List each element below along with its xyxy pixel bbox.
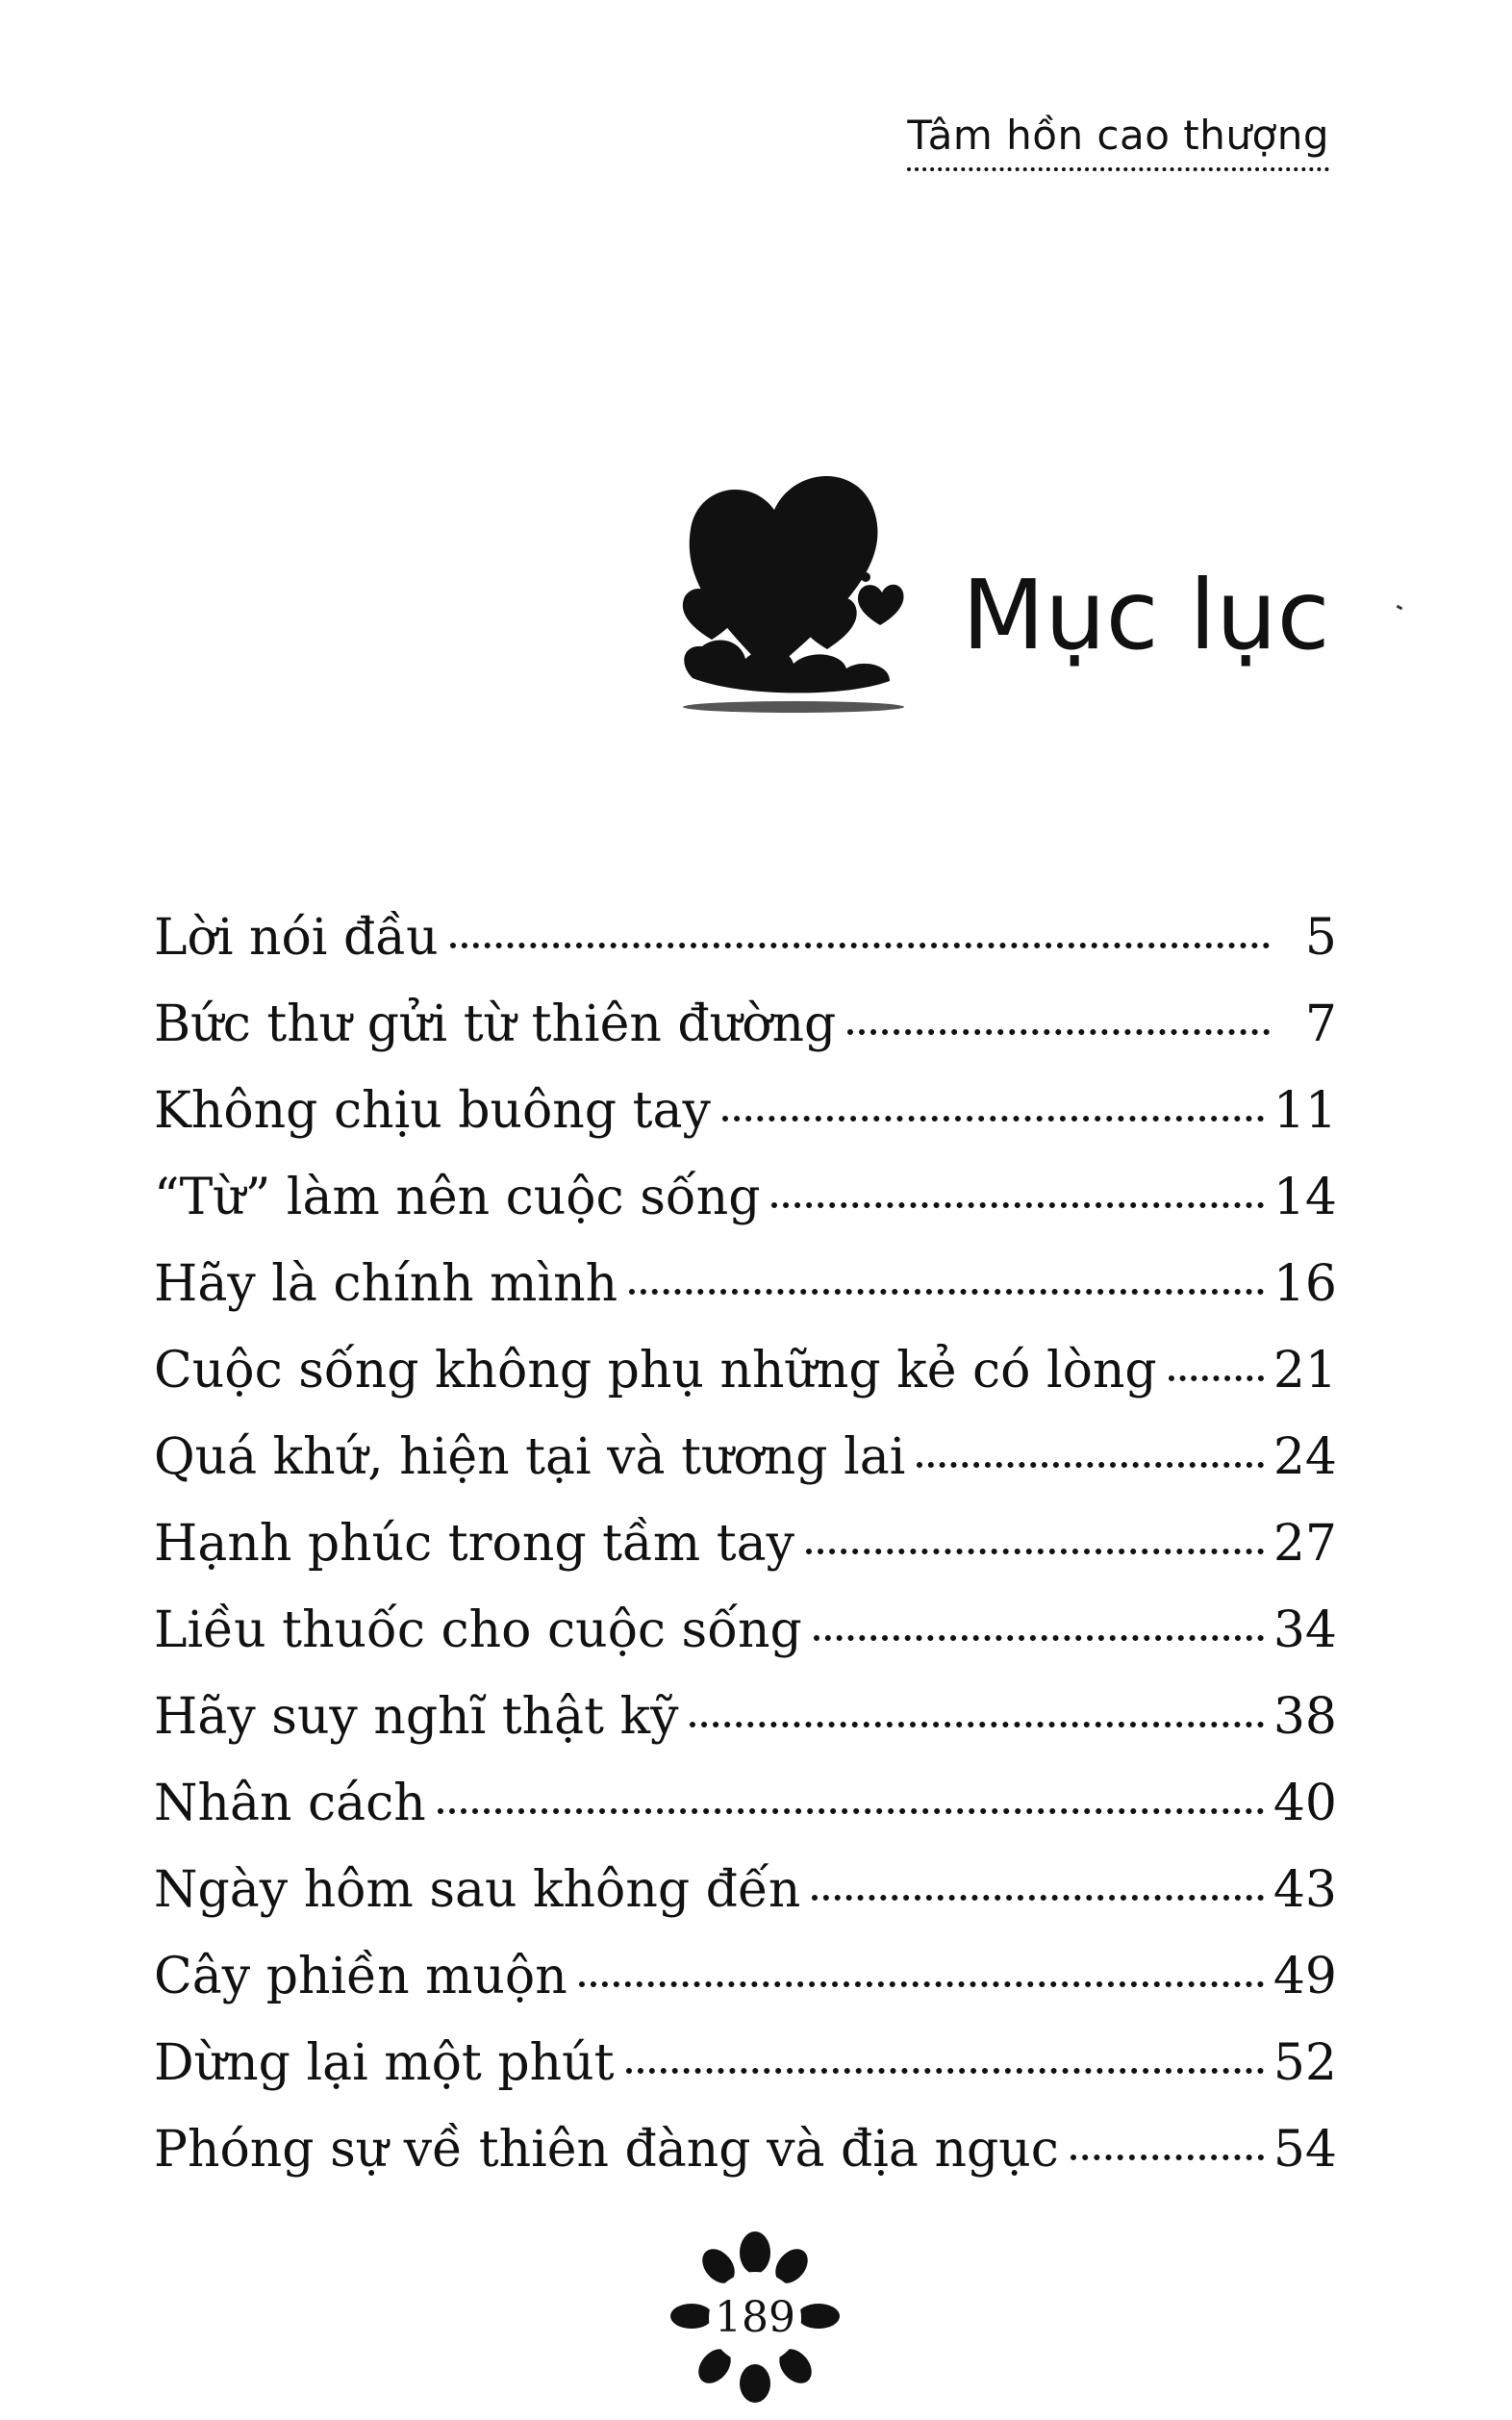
toc-entry[interactable] (154, 1414, 1337, 1500)
toc-entry-page: 24 (1273, 1428, 1337, 1486)
toc-entry-page: 43 (1273, 1861, 1337, 1919)
toc-entry-title: Bức thư gửi từ thiên đường (154, 996, 837, 1053)
toc-leader (1169, 1375, 1264, 1381)
toc-entry-page: 27 (1273, 1515, 1337, 1573)
toc-entry-page: 7 (1304, 996, 1337, 1053)
toc-entry[interactable] (154, 1847, 1337, 1933)
page-title: Mục lục (962, 559, 1330, 671)
toc-entry[interactable] (154, 1587, 1337, 1674)
toc-entry-page: 54 (1273, 2121, 1337, 2179)
toc-leader (806, 1549, 1264, 1554)
toc-entry[interactable] (154, 1500, 1337, 1587)
toc-entry-title: Hãy là chính mình (154, 1255, 618, 1313)
toc-leader (626, 2068, 1264, 2074)
toc-entry[interactable] (154, 895, 1337, 981)
toc-entry-title: Hãy suy nghĩ thật kỹ (154, 1688, 679, 1746)
toc-leader (812, 1895, 1263, 1901)
toc-entry-title: Lời nói đầu (154, 909, 439, 967)
table-of-contents (154, 895, 1337, 2193)
toc-leader (438, 1808, 1264, 1814)
toc-entry-title: Dừng lại một phút (154, 2034, 615, 2092)
toc-entry-title: Hạnh phúc trong tầm tay (154, 1515, 795, 1573)
toc-leader (450, 943, 1270, 948)
toc-entry[interactable] (154, 1241, 1337, 1327)
toc-entry[interactable] (154, 981, 1337, 1068)
toc-leader (847, 1029, 1270, 1035)
toc-entry-title: Phóng sự về thiên đàng và địa ngục (154, 2121, 1059, 2179)
running-header: Tâm hồn cao thượng (907, 113, 1329, 171)
title-block (673, 433, 1347, 741)
toc-entry[interactable] (154, 1327, 1337, 1414)
toc-entry-title: “Từ” làm nên cuộc sống (154, 1169, 761, 1226)
toc-entry-title: Nhân cách (154, 1775, 426, 1832)
toc-entry-page: 38 (1273, 1688, 1337, 1746)
toc-entry-title: Cuộc sống không phụ những kẻ có lòng (154, 1342, 1157, 1399)
toc-entry[interactable] (154, 1933, 1337, 2020)
toc-entry-page: 16 (1273, 1255, 1337, 1313)
toc-leader (1071, 2155, 1264, 2160)
toc-entry-page: 14 (1273, 1169, 1337, 1226)
toc-entry[interactable] (154, 1068, 1337, 1154)
scan-speck (1397, 605, 1403, 611)
toc-entry-title: Ngày hôm sau không đến (154, 1861, 801, 1919)
page-folio (668, 2231, 842, 2405)
toc-entry-page: 21 (1273, 1342, 1337, 1399)
page-number: 189 (715, 2293, 795, 2342)
toc-leader (579, 1981, 1264, 1987)
toc-entry-page: 11 (1273, 1082, 1337, 1140)
hearts-icon (673, 433, 923, 721)
toc-entry-page: 34 (1273, 1601, 1337, 1659)
toc-entry-page: 5 (1304, 909, 1337, 967)
toc-entry-title: Quá khứ, hiện tại và tương lai (154, 1428, 906, 1486)
toc-entry[interactable] (154, 1154, 1337, 1241)
toc-leader (690, 1722, 1263, 1727)
toc-leader (917, 1462, 1263, 1468)
toc-leader (814, 1635, 1264, 1641)
toc-leader (629, 1289, 1264, 1295)
toc-entry-title: Không chịu buông tay (154, 1082, 711, 1140)
toc-entry-page: 52 (1273, 2034, 1337, 2092)
toc-entry-page: 49 (1273, 1948, 1337, 2005)
toc-leader (722, 1116, 1264, 1122)
toc-entry[interactable] (154, 1674, 1337, 1760)
toc-entry[interactable] (154, 1760, 1337, 1847)
toc-entry[interactable] (154, 2106, 1337, 2193)
toc-entry-page: 40 (1273, 1775, 1337, 1832)
toc-entry-title: Liều thuốc cho cuộc sống (154, 1601, 802, 1659)
toc-leader (771, 1202, 1263, 1208)
toc-entry[interactable] (154, 2020, 1337, 2106)
toc-entry-title: Cây phiền muộn (154, 1948, 567, 2005)
